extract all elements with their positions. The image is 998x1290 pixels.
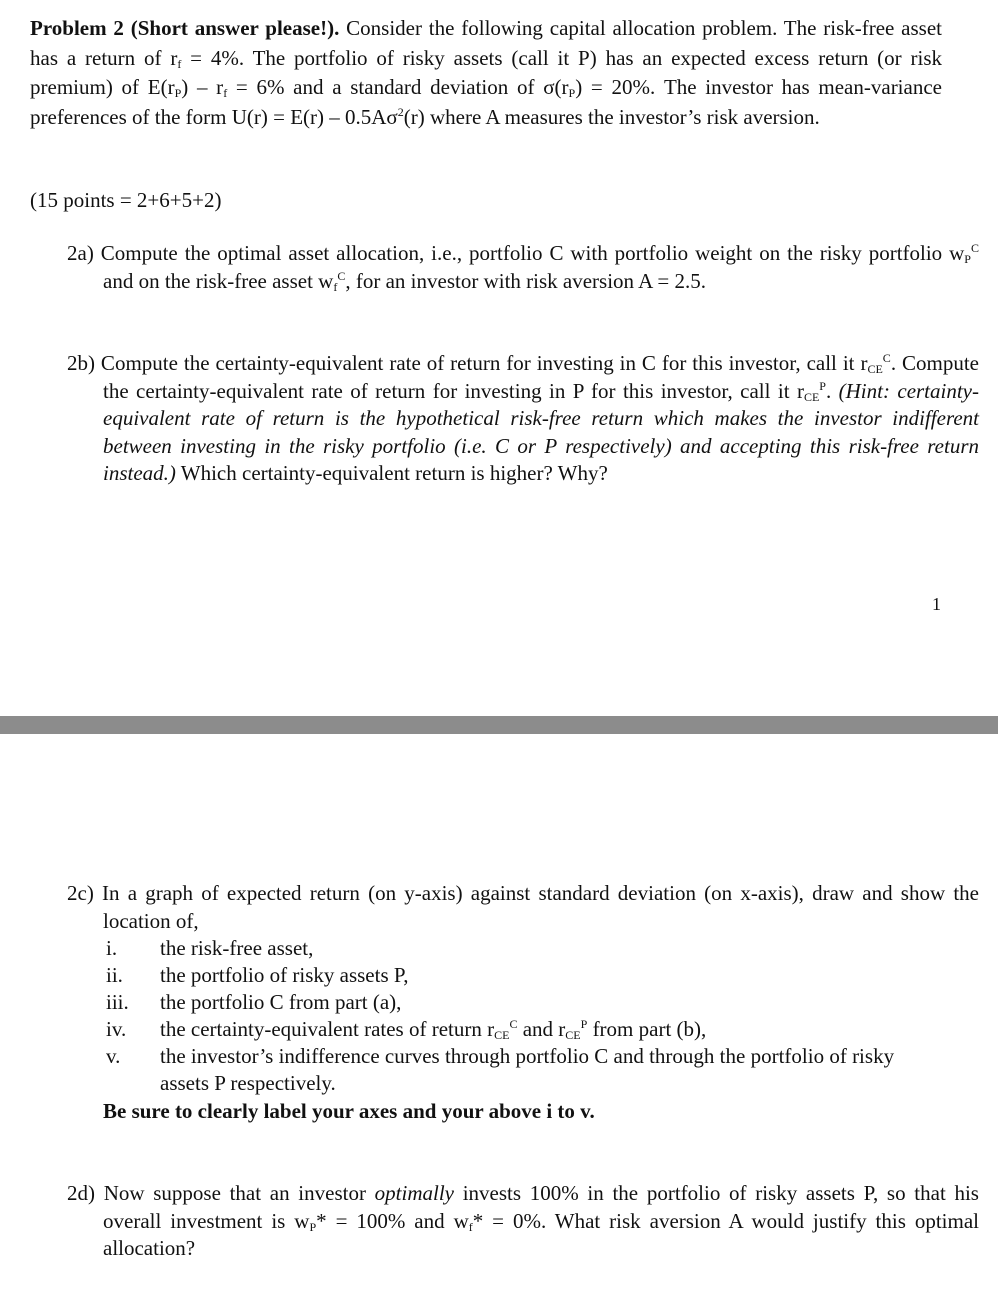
hint-text: (Hint: certainty-equivalent rate of return is the hypothetical risk-free return which makes the investor indifferent between investing in the risky portfolio (i.e. C or P respectively) and accepting this risk-free return instead.)	[103, 378, 979, 485]
problem-intro: Problem 2 (Short answer please!). Consider the following capital allocation problem. The risk-free asset has a return of $r_f = 4\%$. The portfolio of risky assets (call it P) has an expected excess return (or risk premium) of $E(r_P) - r_f = 6\%$ and a standard deviation of $\sigma(r_P) = 20\%$. The investor has mean-variance preferences of the form $U(r) = E(r) - 0.5A\sigma^2(r)$ where A measures the investor’s risk aversion.	[30, 16, 943, 129]
problem-heading: Problem 2 (Short answer please!).	[30, 16, 340, 40]
part-c-question: 2c) In a graph of expected return (on y-axis) against standard deviation (on x-axis), draw and show the location of,	[67, 881, 979, 933]
part-a-question: 2a) Compute the optimal asset allocation, i.e., portfolio C with portfolio weight on the risky portfolio $w_P^C$ and on the risk-free asset $w_f^C$, for an investor with risk aversion A = 2.5.	[67, 241, 979, 294]
part-c-instruction: Be sure to clearly label your axes and your above i to v.	[103, 1099, 595, 1123]
list-item: iv. the certainty-equivalent rates of return $r_{CE}^C$ and $r_{CE}^P$ from part (b),	[106, 1017, 707, 1042]
page-number: 1	[932, 594, 941, 614]
list-item: ii. the portfolio of risky assets P,	[106, 963, 409, 987]
list-item: v. the investor’s indifference curves through portfolio C and through the portfolio of risky assets P respectively.	[106, 1044, 895, 1095]
page-divider	[0, 716, 998, 734]
part-c-list	[103, 935, 943, 1097]
part-d-question: 2d) Now suppose that an investor optimally invests 100% in the portfolio of risky assets P, so that his overall investment is $w_P* = 100\%$ and $w_f* = 0\%$. What risk aversion A would justify this optimal allocation?	[67, 1181, 979, 1260]
list-item: iii. the portfolio C from part (a),	[106, 990, 402, 1014]
part-b-question: 2b) Compute the certainty-equivalent rate of return for investing in C for this investor, call it $r_{CE}^C$. Compute the certainty-equivalent rate of return for investing in P for this investor, call it $r_{CE}^P$. (Hint: certainty-equivalent rate of return is the hypothetical risk-free return which makes the investor indifferent between investing in the risky portfolio (i.e. C or P respectively) and accepting this risk-free return instead.) Which certainty-equivalent return is higher? Why?	[67, 351, 980, 485]
list-item: i. the risk-free asset,	[106, 936, 314, 960]
points-breakdown: (15 points = 2+6+5+2)	[30, 188, 222, 212]
